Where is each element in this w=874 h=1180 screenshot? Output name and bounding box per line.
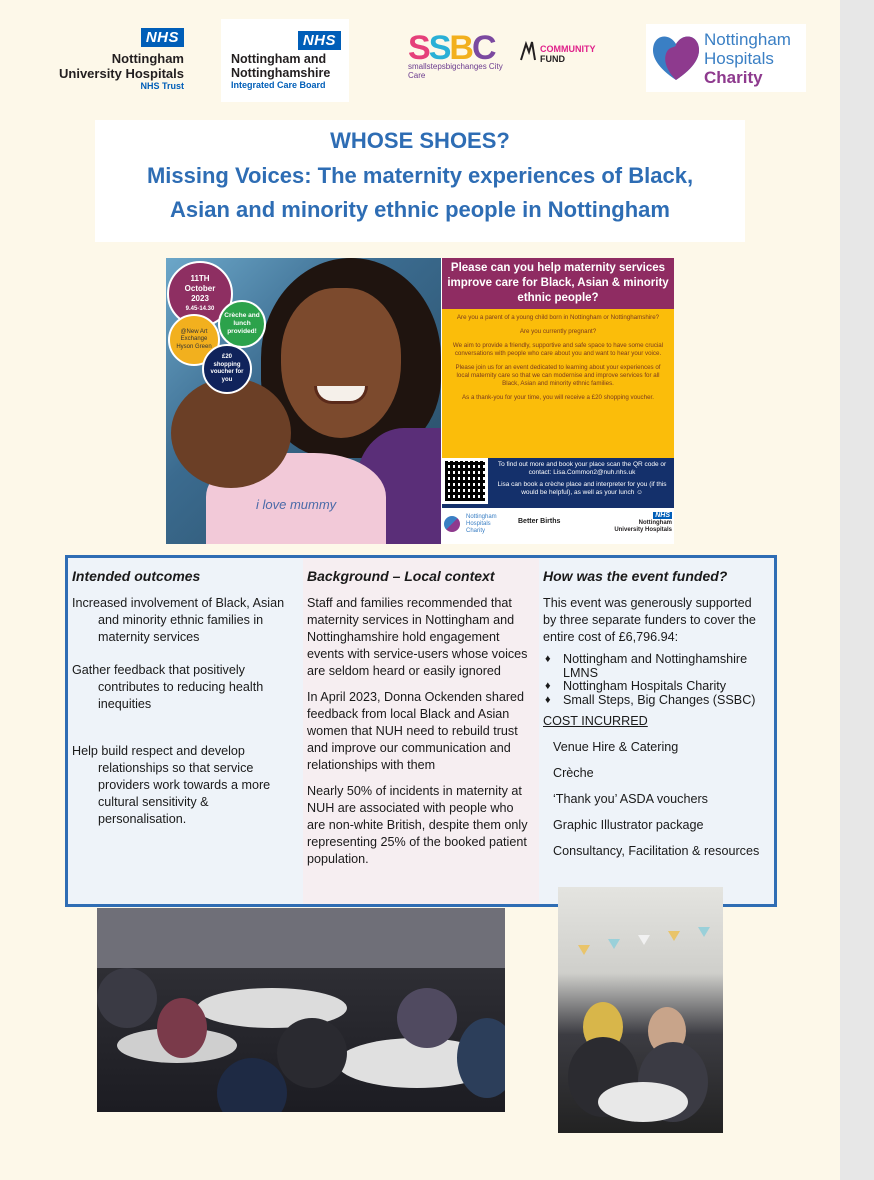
venue-text: @New Art Exchange Hyson Green — [176, 328, 212, 350]
funders-list — [543, 653, 768, 707]
hospitals-charity-logo — [646, 24, 806, 92]
nuh-name-line2: University Hospitals — [59, 66, 184, 81]
funder-item: ♦ Nottingham Hospitals Charity — [543, 680, 768, 694]
date-month: October — [184, 284, 216, 293]
qr-code-icon[interactable] — [442, 458, 488, 504]
outcome-item: Help build respect and develop relationships so that service providers work towards a more cultural sensitivity & personalisation. — [72, 744, 271, 826]
cost-item: Graphic Illustrator package — [553, 818, 704, 832]
flyer-body-para: We aim to provide a friendly, supportive and safe space to have some crucial conversations with people who care about you and want to hear your voice. — [452, 342, 664, 357]
nhs-badge: NHS — [655, 512, 670, 519]
flyer-info-panel — [442, 258, 674, 544]
flyer-body-para: Are you a parent of a young child born in Nottingham or Nottinghamshire? — [456, 314, 660, 321]
date-year: 2023 — [191, 294, 209, 303]
funding-column — [539, 558, 774, 904]
nhs-badge: NHS — [141, 28, 184, 47]
creche-text: Crèche and lunch provided! — [224, 312, 260, 335]
funding-intro: This event was generously supported by three separate funders to cover the entire cost of £6,796.94: — [543, 596, 756, 644]
icb-sub: Integrated Care Board — [231, 80, 326, 90]
outcome-item: Gather feedback that positively contributes to reducing health inequities — [72, 663, 264, 711]
funding-heading: How was the event funded? — [543, 568, 728, 584]
flyer-heading: Please can you help maternity services improve care for Black, Asian & minority ethnic people? — [442, 258, 674, 309]
heart-icon — [648, 28, 704, 88]
cost-heading: COST INCURRED — [543, 714, 648, 728]
charity-line2: Hospitals — [704, 49, 774, 68]
creche-circle — [218, 300, 266, 348]
cost-item: Venue Hire & Catering — [553, 740, 679, 754]
nuh-trust: NHS Trust — [140, 81, 184, 91]
background-column — [303, 558, 539, 904]
flyer-body-para: Are you currently pregnant? — [519, 328, 597, 335]
nuh-logo — [44, 28, 184, 91]
nuh-name-line1: Nottingham — [111, 51, 184, 66]
outcome-item: Increased involvement of Black, Asian and minority ethnic families in maternity services — [72, 596, 285, 644]
baby-shirt-text: i love mummy — [256, 497, 337, 512]
background-para: Staff and families recommended that maternity services in Nottingham and Nottinghamshire hold engagement events with service-users whose voices are seldom heard or easily ignored — [307, 596, 528, 678]
footer-nuh — [612, 512, 672, 534]
ssbc-letters: SSBC — [408, 29, 495, 67]
footer-nuh-name: Nottingham University Hospitals — [614, 520, 672, 533]
background-para: In April 2023, Donna Ockenden shared feedback from local Black and Asian women that NUH need to rebuild trust and improve our communication and relationships with them — [307, 690, 525, 772]
footer-charity: Nottingham Hospitals Charity — [466, 514, 497, 534]
title-line2: Missing Voices: The maternity experiences of Black, — [146, 163, 694, 188]
background-para: Nearly 50% of incidents in maternity at NUH are associated with people who are non-white British, despite them only representing 25% of the booked patient population. — [307, 784, 528, 866]
event-group-photo — [558, 887, 723, 1133]
mother-baby-photo — [166, 258, 441, 544]
voucher-text: £20 shopping voucher for you — [210, 354, 244, 383]
charity-line3: Charity — [704, 68, 763, 87]
date-day: 11TH — [190, 274, 210, 283]
footer-better-births: Better Births — [518, 518, 561, 525]
icb-name-line2: Nottinghamshire — [231, 66, 331, 80]
flyer-body — [442, 309, 674, 458]
background-heading: Background – Local context — [307, 568, 495, 584]
icb-logo — [221, 19, 349, 102]
nhs-badge: NHS — [298, 31, 341, 50]
community-fund-logo — [518, 40, 613, 70]
ssbc-logo — [408, 28, 503, 88]
flyer-body-para: Please join us for an event dedicated to learning about your experiences of local maternity care so that we can modernise and improve services for all Black, Asian and minority ethnic families. — [455, 364, 661, 387]
cost-item: ‘Thank you’ ASDA vouchers — [553, 792, 708, 806]
community-fund-line2: FUND — [540, 54, 565, 64]
contact-text: To find out more and book your place scan the QR code or contact: Lisa.Common2@nuh.nhs.uk — [497, 461, 667, 476]
info-box — [65, 555, 777, 907]
title-box — [95, 120, 745, 242]
voucher-circle — [202, 344, 252, 394]
cost-item: Consultancy, Facilitation & resources — [553, 844, 760, 858]
funder-item: ♦ Nottingham and Nottinghamshire LMNS — [543, 653, 768, 680]
event-hall-photo — [97, 908, 505, 1112]
funder-item: ♦ Small Steps, Big Changes (SSBC) — [543, 694, 768, 708]
ssbc-tagline: smallstepsbigchanges City Care — [408, 62, 503, 80]
lottery-fingers-icon — [518, 40, 538, 62]
icb-name-line1: Nottingham and — [231, 52, 327, 66]
flyer-footer-logos — [442, 508, 674, 544]
outcomes-heading: Intended outcomes — [72, 568, 201, 584]
community-fund-line1: COMMUNITY — [540, 44, 596, 54]
charity-line1: Nottingham — [704, 30, 791, 49]
title-line1: WHOSE SHOES? — [330, 128, 510, 153]
flyer-body-para: As a thank-you for your time, you will receive a £20 shopping voucher. — [462, 394, 654, 401]
flyer-contact — [442, 458, 674, 508]
event-flyer — [166, 258, 674, 544]
cost-item: Crèche — [553, 766, 594, 780]
title-line3: Asian and minority ethnic people in Nottingham — [170, 197, 670, 222]
outcomes-column — [68, 558, 303, 904]
viewer-scrollbar-area[interactable] — [840, 0, 874, 1180]
contact-note: Lisa can book a crèche place and interpreter for you (if this would be helpful), as well as your lunch ☺ — [497, 481, 667, 496]
date-time: 9.45-14.30 — [185, 306, 215, 312]
